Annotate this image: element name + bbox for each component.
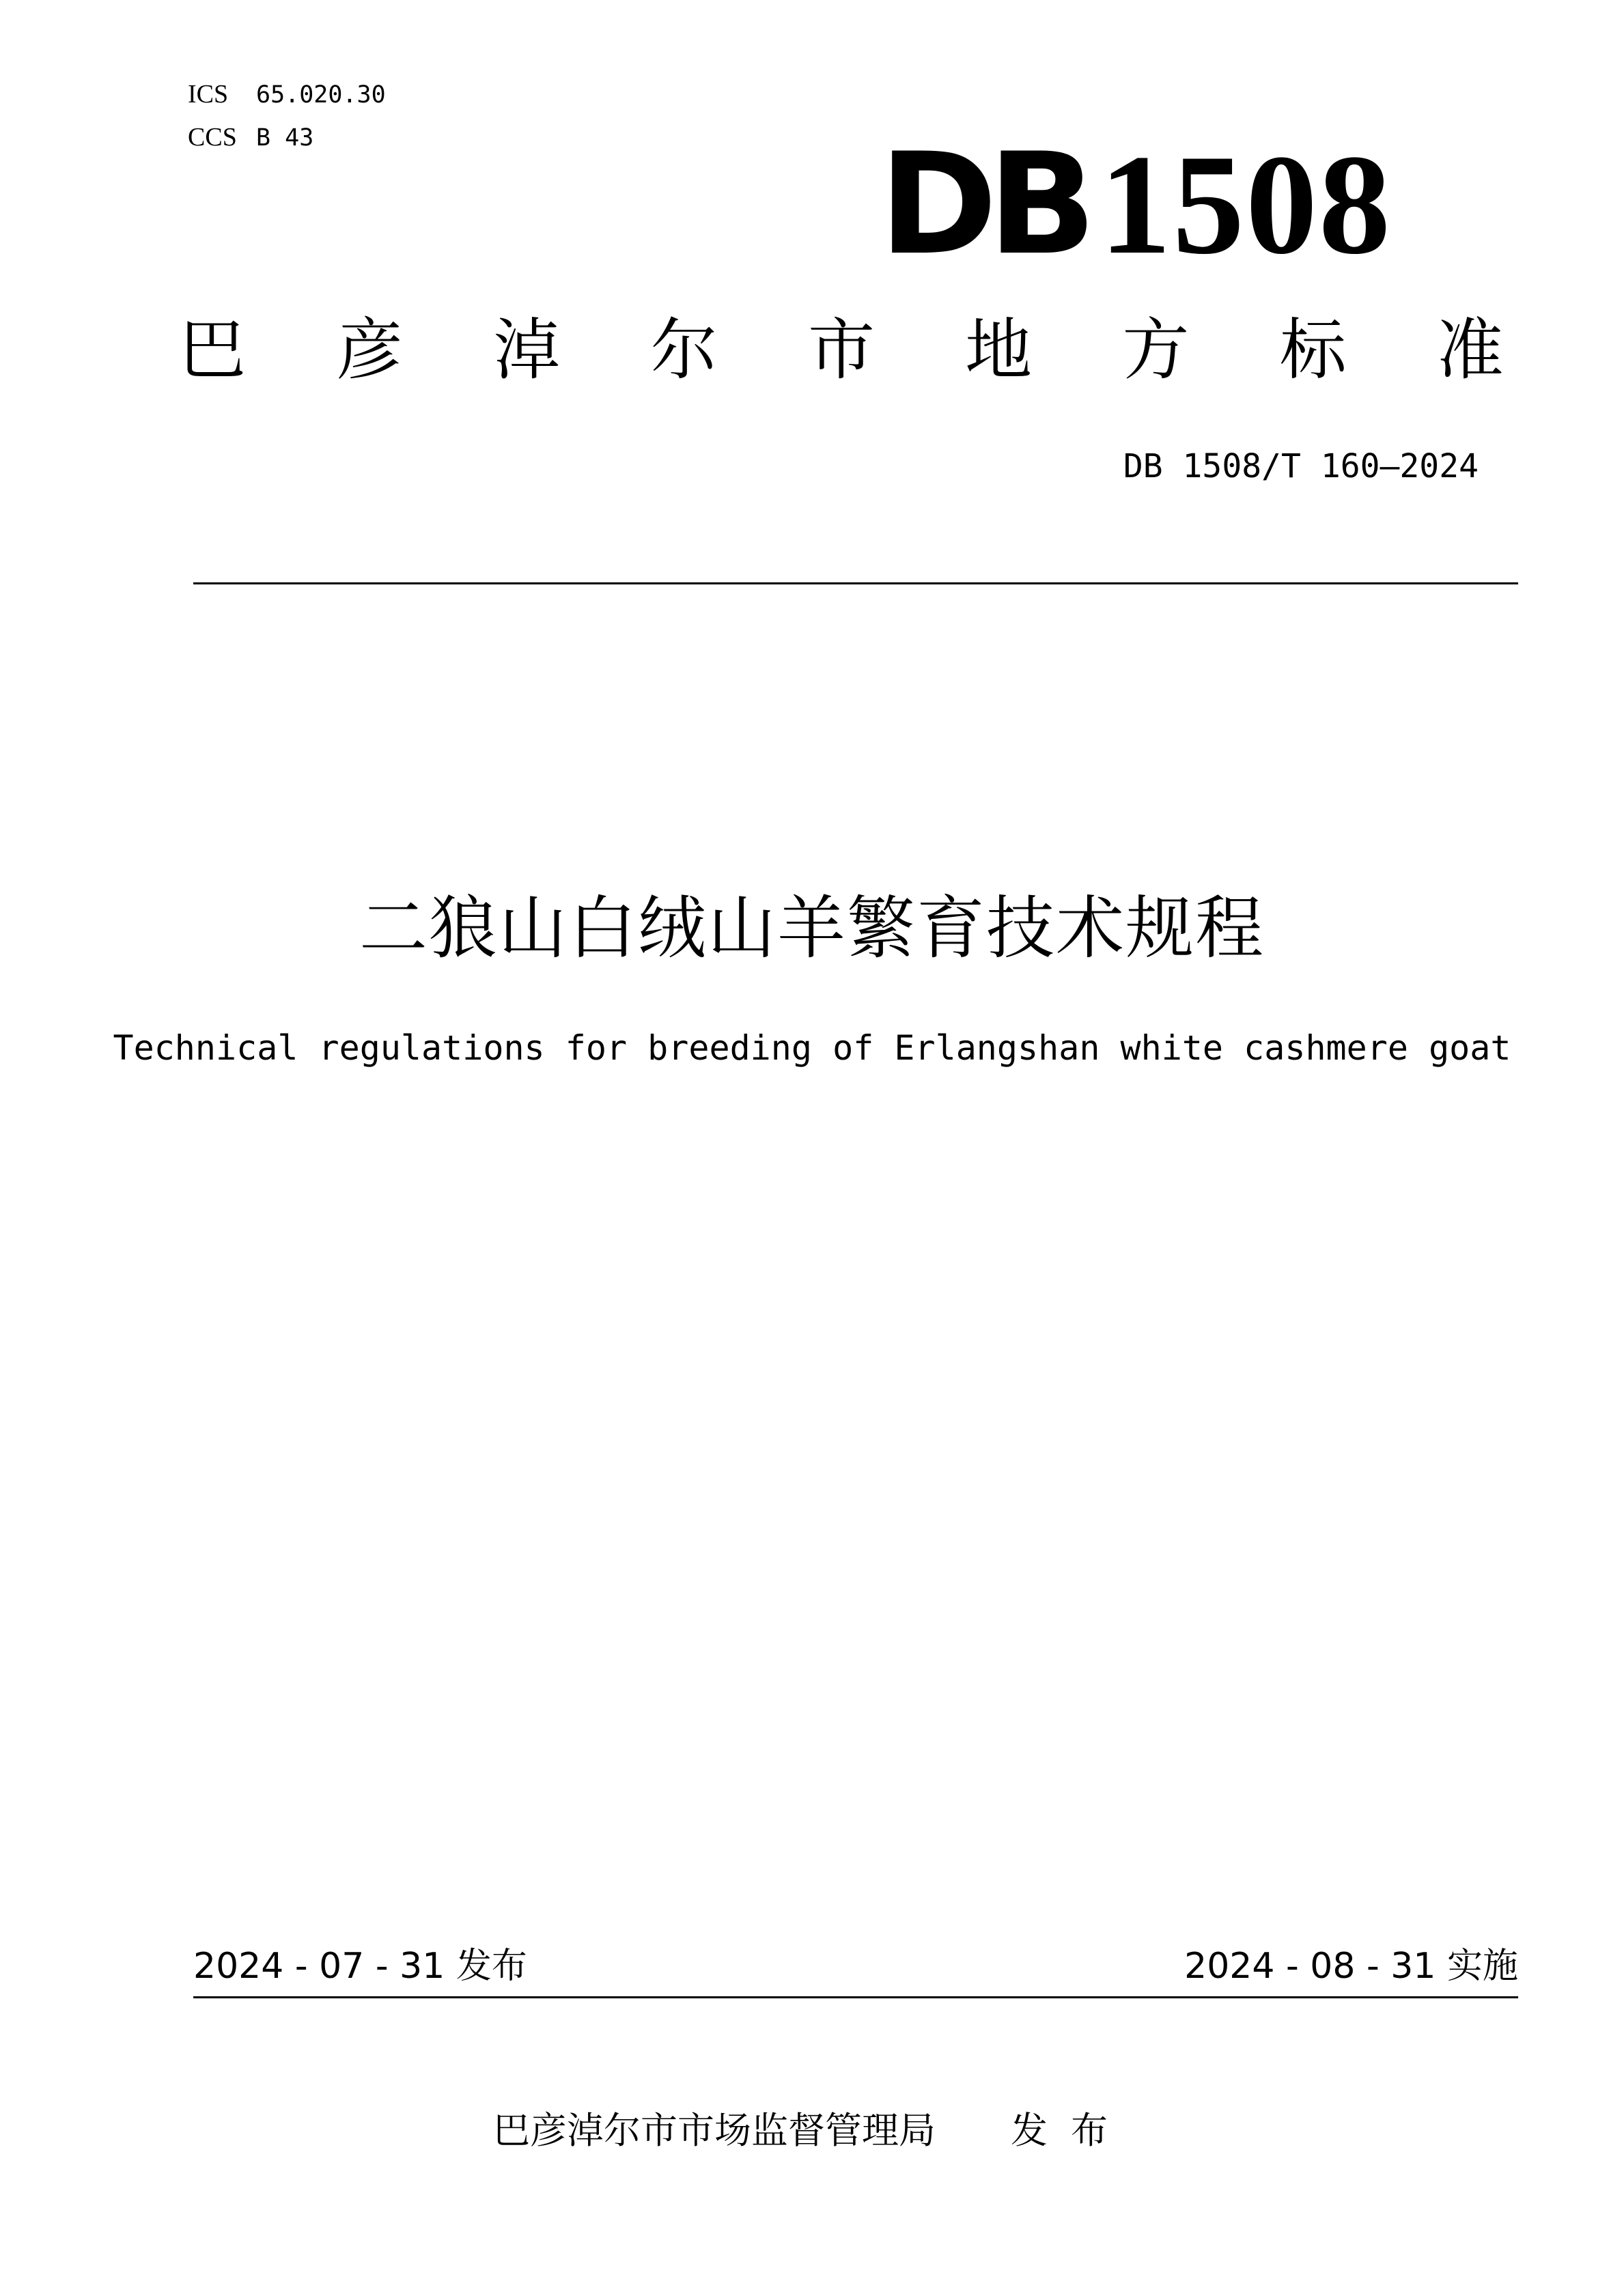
ics-label: ICS <box>188 80 229 109</box>
standard-type-heading <box>179 313 1504 388</box>
standard-type-char: 尔 <box>650 311 718 389</box>
issuer-name: 巴彦淖尔市市场监督管理局 <box>493 2109 936 2152</box>
document-title-chinese: 二狼山白绒山羊繁育技术规程 <box>359 888 1265 968</box>
standard-type-char: 方 <box>1122 311 1190 389</box>
standard-type-char: 巴 <box>179 311 247 389</box>
ccs-value: B 43 <box>256 124 314 152</box>
db-logo-number: 1508 <box>1100 126 1392 284</box>
top-divider <box>193 582 1518 584</box>
ics-code <box>188 79 386 110</box>
standard-type-char: 标 <box>1279 311 1347 389</box>
ccs-code <box>188 122 313 153</box>
db-logo-prefix: DB <box>878 124 1087 286</box>
standard-type-char: 彦 <box>336 311 404 389</box>
standard-type-char: 地 <box>965 311 1033 389</box>
standard-number: DB 1508/T 160—2024 <box>1123 447 1479 485</box>
ics-value: 65.020.30 <box>256 81 386 109</box>
db-logo <box>878 124 1392 286</box>
issuer-line <box>0 2108 1624 2153</box>
effective-date: 2024 - 08 - 31 实施 <box>1184 1946 1518 1987</box>
standard-type-char: 淖 <box>493 311 561 389</box>
ccs-label: CCS <box>188 123 237 152</box>
issuer-action: 发布 <box>1011 2109 1131 2152</box>
standard-type-char: 准 <box>1436 311 1504 389</box>
bottom-divider <box>193 1996 1518 1998</box>
standard-type-char: 市 <box>807 311 875 389</box>
document-title-english: Technical regulations for breeding of Erlangshan white cashmere goat <box>113 1028 1511 1068</box>
publish-date: 2024 - 07 - 31 发布 <box>193 1946 527 1987</box>
